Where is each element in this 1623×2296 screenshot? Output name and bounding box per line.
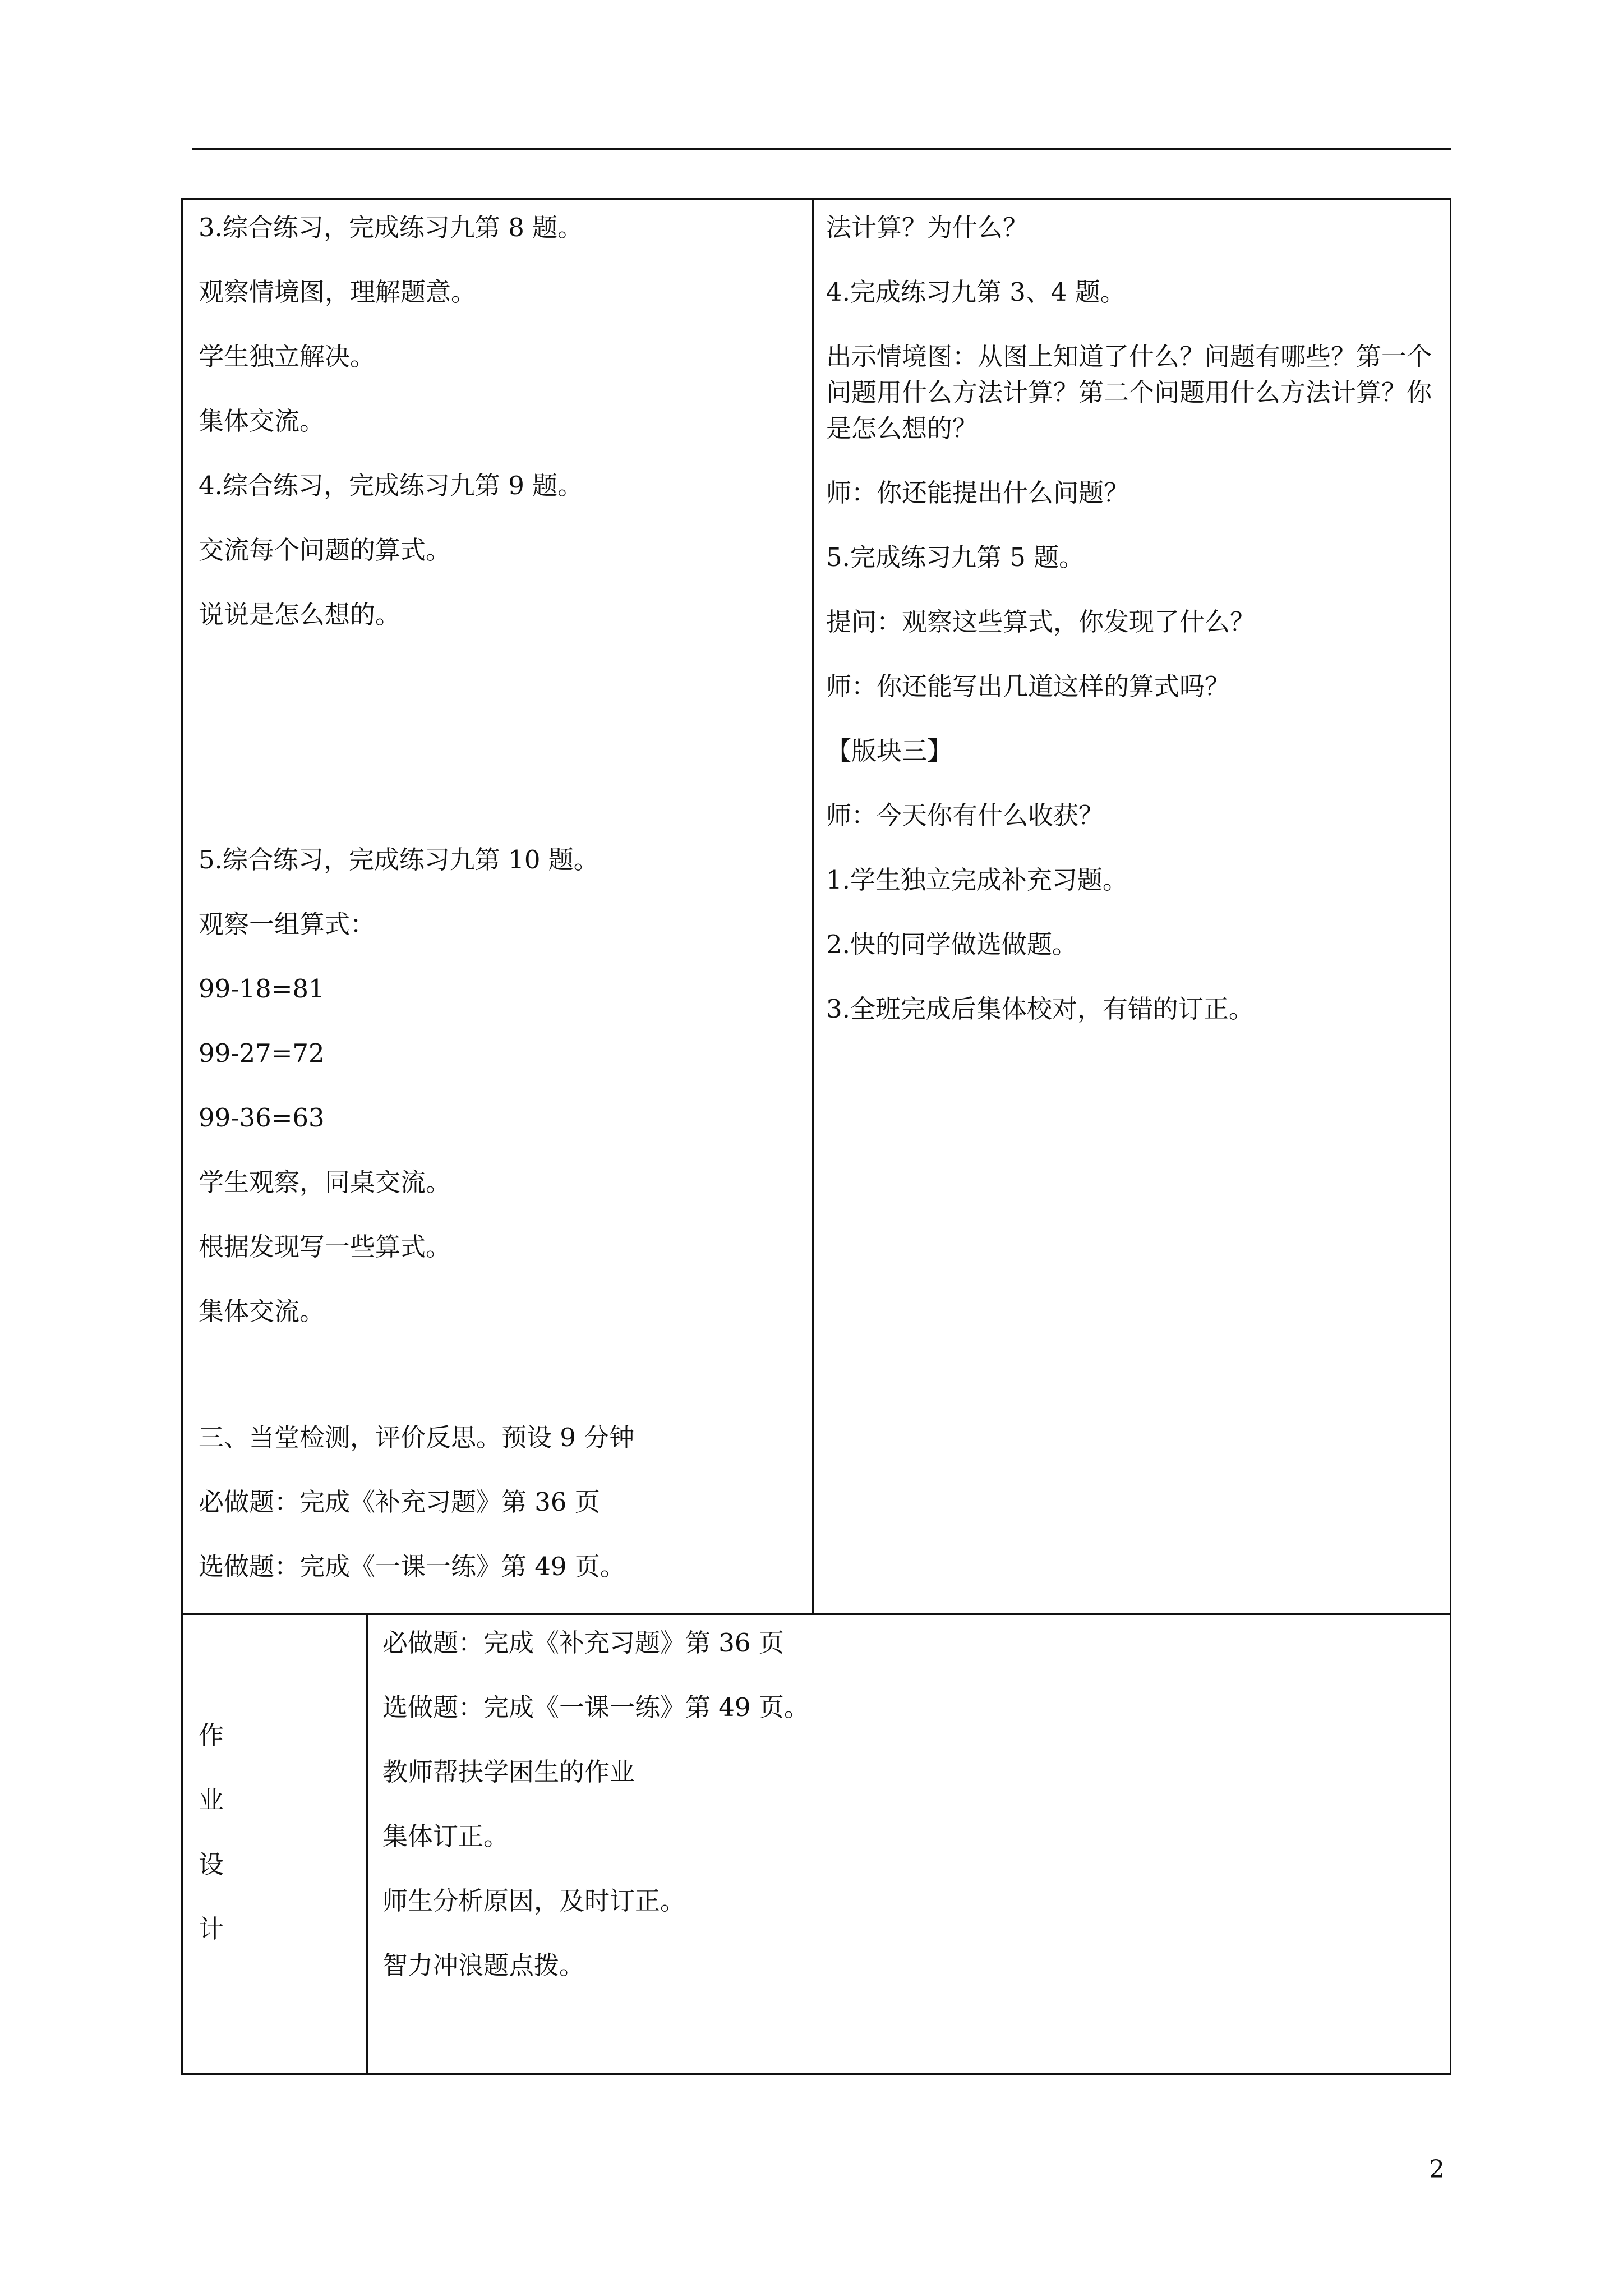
page-number: 2: [1429, 2155, 1445, 2184]
homework-label-cell: [182, 1614, 367, 2074]
student-activity-cell: [182, 199, 813, 1614]
equation-2: 99-27=72: [199, 1038, 325, 1068]
blank-gap: [199, 1358, 801, 1420]
left-line-7: 说说是怎么想的。: [199, 600, 401, 629]
left-line-5: 4.综合练习，完成练习九第 9 题。: [199, 471, 583, 500]
right-line-12: 3.全班完成后集体校对，有错的订正。: [826, 994, 1254, 1024]
homework-row: [182, 1614, 1451, 2074]
right-line-10: 1.学生独立完成补充习题。: [826, 865, 1128, 895]
left-line-4: 集体交流。: [199, 406, 325, 436]
left-line-6: 交流每个问题的算式。: [199, 535, 451, 565]
homework-line-2: 选做题：完成《一课一练》第 49 页。: [382, 1692, 809, 1722]
optional-exercise: 选做题：完成《一课一练》第 49 页。: [199, 1552, 625, 1581]
lesson-plan-table: [181, 198, 1451, 2075]
right-line-3: 出示情境图：从图上知道了什么？问题有哪些？第一个问题用什么方法计算？第二个问题用什么方法计算？你是怎么想的？: [826, 342, 1432, 443]
homework-design-label: [183, 1615, 366, 1947]
left-line-3: 学生独立解决。: [199, 342, 376, 371]
header-rule: [192, 148, 1451, 150]
label-char: 计: [199, 1914, 224, 1944]
activity-row: [182, 199, 1451, 1614]
left-line-11: 根据发现写一些算式。: [199, 1232, 451, 1262]
homework-line-3: 教师帮扶学困生的作业: [382, 1757, 635, 1787]
right-line-4: 师：你还能提出什么问题？: [826, 478, 1129, 508]
section-three-heading: 三、当堂检测，评价反思。预设 9 分钟: [199, 1423, 635, 1452]
right-line-2: 4.完成练习九第 3、4 题。: [826, 277, 1126, 307]
label-char: 作: [199, 1720, 224, 1750]
right-line-1: 法计算？为什么？: [826, 213, 1029, 242]
equation-3: 99-36=63: [199, 1103, 325, 1133]
right-line-11: 2.快的同学做选做题。: [826, 930, 1077, 959]
block-three-heading: 【版块三】: [826, 736, 953, 766]
right-line-5: 5.完成练习九第 5 题。: [826, 542, 1085, 572]
left-line-1: 3.综合练习，完成练习九第 8 题。: [199, 213, 583, 242]
teacher-activity-cell: [813, 199, 1451, 1614]
homework-line-4: 集体订正。: [382, 1821, 509, 1851]
right-line-9: 师：今天你有什么收获？: [826, 800, 1104, 830]
left-line-8: 5.综合练习，完成练习九第 10 题。: [199, 845, 599, 875]
equation-1: 99-18=81: [199, 974, 325, 1004]
label-char: 业: [199, 1785, 224, 1815]
left-line-12: 集体交流。: [199, 1296, 325, 1326]
homework-line-6: 智力冲浪题点拨。: [382, 1950, 585, 1980]
blank-gap: [199, 661, 801, 842]
homework-line-1: 必做题：完成《补充习题》第 36 页: [382, 1628, 784, 1658]
left-line-2: 观察情境图，理解题意。: [199, 277, 477, 307]
homework-content-cell: [367, 1614, 1451, 2074]
required-exercise: 必做题：完成《补充习题》第 36 页: [199, 1487, 600, 1517]
right-line-6: 提问：观察这些算式，你发现了什么？: [826, 607, 1256, 637]
label-char: 设: [199, 1849, 224, 1879]
left-line-10: 学生观察，同桌交流。: [199, 1167, 451, 1197]
homework-line-5: 师生分析原因，及时订正。: [382, 1886, 686, 1916]
left-line-9: 观察一组算式：: [199, 909, 376, 939]
right-line-7: 师：你还能写出几道这样的算式吗？: [826, 671, 1230, 701]
